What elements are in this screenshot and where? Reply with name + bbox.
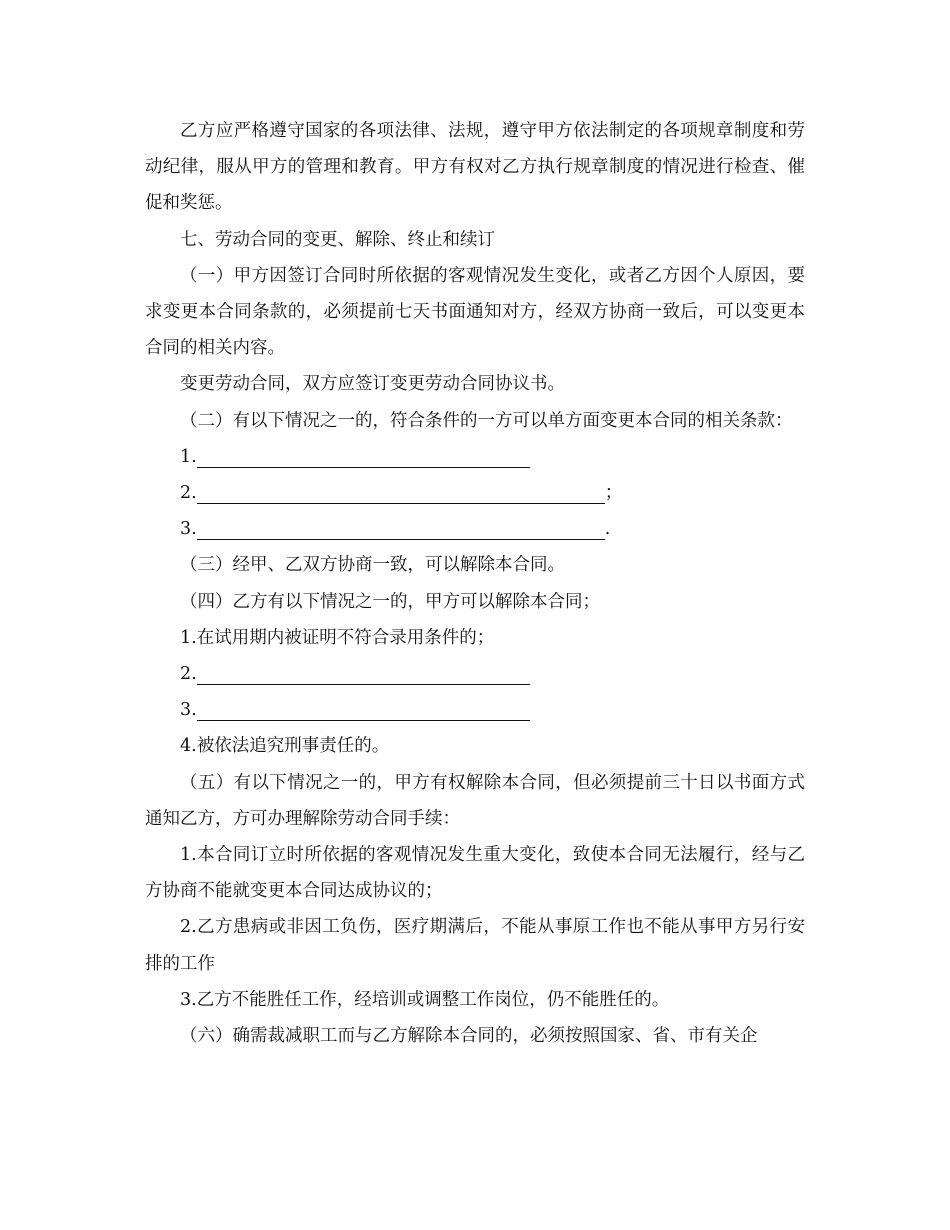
item-number: 3. [180,519,197,540]
item-number: 1. [180,446,197,467]
document-page [145,113,805,1054]
clause-3: （三）经甲、乙双方协商一致，可以解除本合同。 [180,555,565,576]
fill-in-blank[interactable] [197,445,530,468]
clause-2-item [145,439,805,475]
clause-5-item-1: 1.本合同订立时所依据的客观情况发生重大变化，致使本合同无法履行，经与乙方协商不能就变更本合同达成协议的； [145,845,805,902]
clause-5-item-2: 2.乙方患病或非因工负伤，医疗期满后，不能从事原工作也不能从事甲方另行安排的工作 [145,917,805,974]
fill-in-blank[interactable] [197,698,530,721]
clause-2-item [145,475,805,511]
clause-5: （五）有以下情况之一的，甲方有权解除本合同，但必须提前三十日以书面方式通知乙方，方可办理解除劳动合同手续： [145,772,805,829]
clause-5-item-3: 3.乙方不能胜任工作，经培训或调整工作岗位，仍不能胜任的。 [180,989,670,1010]
clause-4-item [145,692,805,728]
clause-2: （二）有以下情况之一的，符合条件的一方可以单方面变更本合同的相关条款： [180,410,793,431]
clause-4-item-4: 4.被依法追究刑事责任的。 [180,736,390,757]
fill-in-blank[interactable] [197,481,605,504]
clause-1-note: 变更劳动合同，双方应签订变更劳动合同协议书。 [180,374,565,395]
clause-1: （一）甲方因签订合同时所依据的客观情况发生变化，或者乙方因个人原因，要求变更本合同条款的，必须提前七天书面通知对方，经双方协商一致后，可以变更本合同的相关内容。 [145,265,805,359]
fill-in-blank[interactable] [197,662,530,685]
paragraph-regulations: 乙方应严格遵守国家的各项法律、法规，遵守甲方依法制定的各项规章制度和劳动纪律，服从甲方的管理和教育。甲方有权对乙方执行规章制度的情况进行检查、催促和奖惩。 [145,121,805,214]
section-title: 七、劳动合同的变更、解除、终止和续订 [180,229,495,250]
clause-2-item [145,511,805,547]
item-number: 3. [180,700,197,721]
item-suffix: . [604,519,611,540]
clause-4-item-1: 1.在试用期内被证明不符合录用条件的； [180,627,495,648]
item-number: 2. [180,483,197,504]
fill-in-blank[interactable] [197,517,605,540]
clause-4: （四）乙方有以下情况之一的，甲方可以解除本合同； [180,591,600,612]
clause-4-item [145,656,805,692]
item-suffix: ； [604,483,623,504]
clause-6: （六）确需裁减职工而与乙方解除本合同的，必须按照国家、省、市有关企 [180,1026,758,1047]
item-number: 2. [180,664,197,685]
